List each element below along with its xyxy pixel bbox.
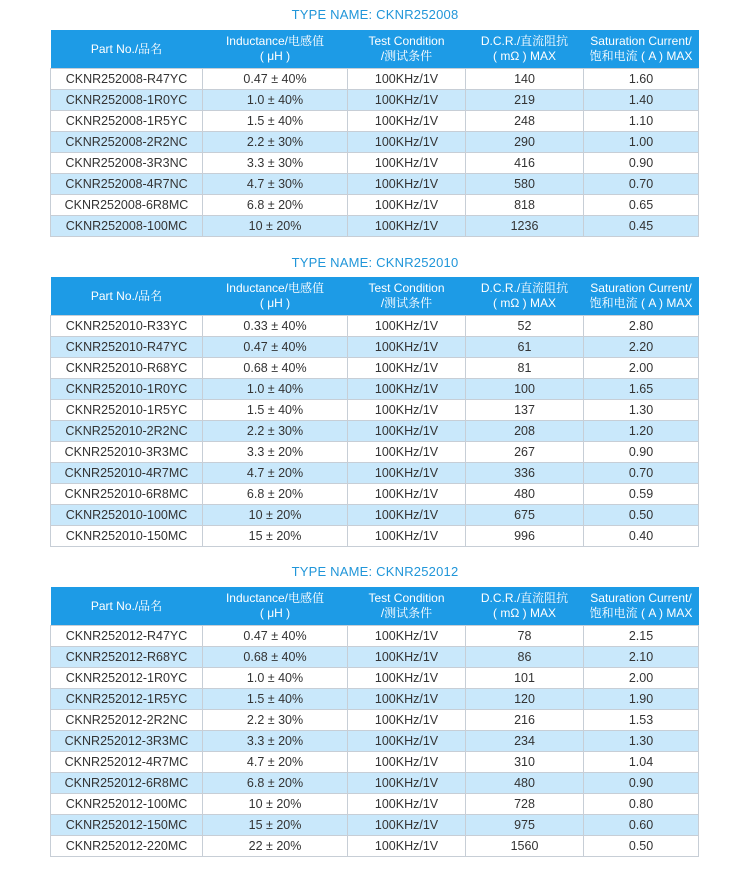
part-number-cell: CKNR252012-100MC bbox=[51, 794, 203, 815]
part-number-header bbox=[51, 30, 203, 69]
test-condition-cell: 100KHz/1V bbox=[348, 647, 466, 668]
test-condition-cell: 100KHz/1V bbox=[348, 90, 466, 111]
table-row bbox=[51, 794, 699, 815]
test-condition-cell: 100KHz/1V bbox=[348, 710, 466, 731]
saturation-current-cell: 1.53 bbox=[584, 710, 699, 731]
part-number-cell: CKNR252008-1R5YC bbox=[51, 111, 203, 132]
inductance-cell: 3.3 ± 30% bbox=[203, 153, 348, 174]
test-condition-cell: 100KHz/1V bbox=[348, 132, 466, 153]
inductance-cell: 22 ± 20% bbox=[203, 836, 348, 857]
saturation-current-cell: 1.60 bbox=[584, 69, 699, 90]
part-number-cell: CKNR252012-3R3MC bbox=[51, 731, 203, 752]
saturation-current-cell: 0.40 bbox=[584, 526, 699, 547]
dcr-cell: 137 bbox=[466, 400, 584, 421]
table-row bbox=[51, 463, 699, 484]
inductance-cell: 1.0 ± 40% bbox=[203, 90, 348, 111]
part-number-cell: CKNR252008-3R3NC bbox=[51, 153, 203, 174]
inductance-cell: 4.7 ± 30% bbox=[203, 174, 348, 195]
dcr-cell: 61 bbox=[466, 337, 584, 358]
dcr-cell: 248 bbox=[466, 111, 584, 132]
part-number-cell: CKNR252008-100MC bbox=[51, 216, 203, 237]
test-condition-header bbox=[348, 277, 466, 316]
inductance-cell: 1.0 ± 40% bbox=[203, 668, 348, 689]
table-row bbox=[51, 421, 699, 442]
inductance-cell: 1.5 ± 40% bbox=[203, 400, 348, 421]
dcr-header bbox=[466, 277, 584, 316]
saturation-current-cell: 1.20 bbox=[584, 421, 699, 442]
header-label: D.C.R./直流阻抗 bbox=[480, 281, 569, 295]
header-label: Part No./品名 bbox=[90, 288, 163, 303]
inductance-cell: 3.3 ± 20% bbox=[203, 442, 348, 463]
saturation-current-cell: 0.70 bbox=[584, 174, 699, 195]
part-number-cell: CKNR252008-6R8MC bbox=[51, 195, 203, 216]
inductance-cell: 6.8 ± 20% bbox=[203, 773, 348, 794]
part-number-cell: CKNR252010-4R7MC bbox=[51, 463, 203, 484]
dcr-cell: 728 bbox=[466, 794, 584, 815]
test-condition-cell: 100KHz/1V bbox=[348, 484, 466, 505]
part-number-cell: CKNR252008-2R2NC bbox=[51, 132, 203, 153]
saturation-current-cell: 2.20 bbox=[584, 337, 699, 358]
dcr-cell: 120 bbox=[466, 689, 584, 710]
saturation-current-cell: 0.59 bbox=[584, 484, 699, 505]
table-row bbox=[51, 316, 699, 337]
type-name-title: TYPE NAME: CKNR252008 bbox=[291, 7, 459, 22]
spec-table bbox=[50, 587, 699, 857]
table-row bbox=[51, 195, 699, 216]
table-row bbox=[51, 484, 699, 505]
test-condition-cell: 100KHz/1V bbox=[348, 794, 466, 815]
header-label: D.C.R./直流阻抗 bbox=[480, 34, 569, 48]
test-condition-cell: 100KHz/1V bbox=[348, 111, 466, 132]
header-label: /测试条件 bbox=[380, 296, 433, 310]
test-condition-header bbox=[348, 30, 466, 69]
part-number-cell: CKNR252010-1R5YC bbox=[51, 400, 203, 421]
saturation-current-cell: 1.04 bbox=[584, 752, 699, 773]
table-header-row bbox=[51, 30, 699, 69]
dcr-cell: 675 bbox=[466, 505, 584, 526]
type-name-title: TYPE NAME: CKNR252012 bbox=[291, 564, 459, 579]
table-row bbox=[51, 668, 699, 689]
inductance-cell: 3.3 ± 20% bbox=[203, 731, 348, 752]
inductance-cell: 2.2 ± 30% bbox=[203, 132, 348, 153]
type-name-title: TYPE NAME: CKNR252010 bbox=[291, 255, 459, 270]
table-row bbox=[51, 815, 699, 836]
part-number-cell: CKNR252012-6R8MC bbox=[51, 773, 203, 794]
table-row bbox=[51, 731, 699, 752]
table-header-row bbox=[51, 587, 699, 626]
table-row bbox=[51, 90, 699, 111]
dcr-cell: 336 bbox=[466, 463, 584, 484]
header-label: Test Condition bbox=[368, 281, 445, 295]
header-label: 饱和电流 ( A ) MAX bbox=[589, 606, 693, 620]
table-row bbox=[51, 710, 699, 731]
dcr-cell: 310 bbox=[466, 752, 584, 773]
dcr-cell: 416 bbox=[466, 153, 584, 174]
header-label: ( mΩ ) MAX bbox=[493, 606, 556, 620]
spec-table bbox=[50, 277, 699, 547]
part-number-cell: CKNR252012-R68YC bbox=[51, 647, 203, 668]
table-row bbox=[51, 505, 699, 526]
test-condition-cell: 100KHz/1V bbox=[348, 358, 466, 379]
header-label: ( μH ) bbox=[259, 296, 291, 310]
test-condition-cell: 100KHz/1V bbox=[348, 316, 466, 337]
saturation-current-cell: 0.90 bbox=[584, 153, 699, 174]
saturation-current-header bbox=[584, 587, 699, 626]
header-label: Saturation Current/ bbox=[590, 281, 692, 295]
part-number-cell: CKNR252010-1R0YC bbox=[51, 379, 203, 400]
test-condition-cell: 100KHz/1V bbox=[348, 626, 466, 647]
test-condition-cell: 100KHz/1V bbox=[348, 463, 466, 484]
saturation-current-cell: 1.30 bbox=[584, 400, 699, 421]
test-condition-cell: 100KHz/1V bbox=[348, 216, 466, 237]
saturation-current-cell: 2.00 bbox=[584, 668, 699, 689]
part-number-cell: CKNR252010-2R2NC bbox=[51, 421, 203, 442]
header-label: Saturation Current/ bbox=[590, 591, 692, 605]
table-row bbox=[51, 626, 699, 647]
table-row bbox=[51, 174, 699, 195]
inductance-cell: 0.68 ± 40% bbox=[203, 647, 348, 668]
dcr-cell: 480 bbox=[466, 484, 584, 505]
part-number-cell: CKNR252010-R33YC bbox=[51, 316, 203, 337]
part-number-cell: CKNR252010-R68YC bbox=[51, 358, 203, 379]
test-condition-header bbox=[348, 587, 466, 626]
saturation-current-cell: 2.15 bbox=[584, 626, 699, 647]
saturation-current-cell: 0.45 bbox=[584, 216, 699, 237]
inductance-cell: 2.2 ± 30% bbox=[203, 710, 348, 731]
header-label: 饱和电流 ( A ) MAX bbox=[589, 49, 693, 63]
dcr-cell: 580 bbox=[466, 174, 584, 195]
test-condition-cell: 100KHz/1V bbox=[348, 69, 466, 90]
saturation-current-cell: 1.90 bbox=[584, 689, 699, 710]
header-label: ( mΩ ) MAX bbox=[493, 49, 556, 63]
test-condition-cell: 100KHz/1V bbox=[348, 773, 466, 794]
test-condition-cell: 100KHz/1V bbox=[348, 442, 466, 463]
dcr-cell: 100 bbox=[466, 379, 584, 400]
dcr-cell: 52 bbox=[466, 316, 584, 337]
header-label: Inductance/电感值 bbox=[225, 281, 325, 295]
header-label: Test Condition bbox=[368, 591, 445, 605]
saturation-current-cell: 0.90 bbox=[584, 442, 699, 463]
test-condition-cell: 100KHz/1V bbox=[348, 668, 466, 689]
header-label: Part No./品名 bbox=[90, 598, 163, 613]
header-label: /测试条件 bbox=[380, 49, 433, 63]
saturation-current-header bbox=[584, 277, 699, 316]
saturation-current-cell: 1.65 bbox=[584, 379, 699, 400]
part-number-cell: CKNR252008-1R0YC bbox=[51, 90, 203, 111]
dcr-cell: 81 bbox=[466, 358, 584, 379]
inductance-cell: 4.7 ± 20% bbox=[203, 752, 348, 773]
saturation-current-cell: 2.00 bbox=[584, 358, 699, 379]
test-condition-cell: 100KHz/1V bbox=[348, 195, 466, 216]
table-row bbox=[51, 69, 699, 90]
test-condition-cell: 100KHz/1V bbox=[348, 836, 466, 857]
spec-section bbox=[0, 6, 750, 24]
dcr-cell: 216 bbox=[466, 710, 584, 731]
saturation-current-cell: 2.80 bbox=[584, 316, 699, 337]
header-label: Part No./品名 bbox=[90, 41, 163, 56]
test-condition-cell: 100KHz/1V bbox=[348, 337, 466, 358]
inductance-cell: 10 ± 20% bbox=[203, 794, 348, 815]
dcr-cell: 219 bbox=[466, 90, 584, 111]
inductance-cell: 10 ± 20% bbox=[203, 216, 348, 237]
header-label: Inductance/电感值 bbox=[225, 591, 325, 605]
inductance-header bbox=[203, 30, 348, 69]
saturation-current-cell: 0.90 bbox=[584, 773, 699, 794]
inductance-cell: 0.47 ± 40% bbox=[203, 337, 348, 358]
test-condition-cell: 100KHz/1V bbox=[348, 689, 466, 710]
table-row bbox=[51, 773, 699, 794]
saturation-current-cell: 1.30 bbox=[584, 731, 699, 752]
header-label: D.C.R./直流阻抗 bbox=[480, 591, 569, 605]
saturation-current-cell: 1.40 bbox=[584, 90, 699, 111]
test-condition-cell: 100KHz/1V bbox=[348, 153, 466, 174]
table-row bbox=[51, 153, 699, 174]
inductance-cell: 4.7 ± 20% bbox=[203, 463, 348, 484]
inductance-cell: 0.47 ± 40% bbox=[203, 69, 348, 90]
table-row bbox=[51, 337, 699, 358]
dcr-cell: 996 bbox=[466, 526, 584, 547]
part-number-cell: CKNR252008-4R7NC bbox=[51, 174, 203, 195]
dcr-cell: 208 bbox=[466, 421, 584, 442]
part-number-cell: CKNR252012-220MC bbox=[51, 836, 203, 857]
part-number-cell: CKNR252010-6R8MC bbox=[51, 484, 203, 505]
inductance-cell: 6.8 ± 20% bbox=[203, 484, 348, 505]
dcr-cell: 480 bbox=[466, 773, 584, 794]
part-number-header bbox=[51, 587, 203, 626]
dcr-cell: 975 bbox=[466, 815, 584, 836]
test-condition-cell: 100KHz/1V bbox=[348, 174, 466, 195]
saturation-current-cell: 0.60 bbox=[584, 815, 699, 836]
saturation-current-cell: 1.10 bbox=[584, 111, 699, 132]
part-number-cell: CKNR252012-R47YC bbox=[51, 626, 203, 647]
saturation-current-cell: 0.50 bbox=[584, 836, 699, 857]
saturation-current-header bbox=[584, 30, 699, 69]
table-row bbox=[51, 689, 699, 710]
inductance-cell: 1.5 ± 40% bbox=[203, 689, 348, 710]
dcr-cell: 86 bbox=[466, 647, 584, 668]
inductance-cell: 0.68 ± 40% bbox=[203, 358, 348, 379]
part-number-cell: CKNR252012-2R2NC bbox=[51, 710, 203, 731]
part-number-header bbox=[51, 277, 203, 316]
test-condition-cell: 100KHz/1V bbox=[348, 752, 466, 773]
header-label: Saturation Current/ bbox=[590, 34, 692, 48]
part-number-cell: CKNR252012-1R0YC bbox=[51, 668, 203, 689]
header-label: 饱和电流 ( A ) MAX bbox=[589, 296, 693, 310]
inductance-header bbox=[203, 277, 348, 316]
saturation-current-cell: 0.70 bbox=[584, 463, 699, 484]
inductance-cell: 2.2 ± 30% bbox=[203, 421, 348, 442]
table-row bbox=[51, 132, 699, 153]
spec-table bbox=[50, 30, 699, 237]
test-condition-cell: 100KHz/1V bbox=[348, 421, 466, 442]
inductance-cell: 15 ± 20% bbox=[203, 815, 348, 836]
test-condition-cell: 100KHz/1V bbox=[348, 505, 466, 526]
part-number-cell: CKNR252012-150MC bbox=[51, 815, 203, 836]
table-row bbox=[51, 442, 699, 463]
saturation-current-cell: 0.80 bbox=[584, 794, 699, 815]
table-header-row bbox=[51, 277, 699, 316]
dcr-cell: 290 bbox=[466, 132, 584, 153]
spec-section bbox=[0, 563, 750, 581]
part-number-cell: CKNR252010-100MC bbox=[51, 505, 203, 526]
part-number-cell: CKNR252010-150MC bbox=[51, 526, 203, 547]
saturation-current-cell: 2.10 bbox=[584, 647, 699, 668]
inductance-cell: 1.5 ± 40% bbox=[203, 111, 348, 132]
header-label: Inductance/电感值 bbox=[225, 34, 325, 48]
dcr-cell: 78 bbox=[466, 626, 584, 647]
inductance-cell: 0.33 ± 40% bbox=[203, 316, 348, 337]
table-row bbox=[51, 647, 699, 668]
spec-section bbox=[0, 254, 750, 272]
test-condition-cell: 100KHz/1V bbox=[348, 815, 466, 836]
part-number-cell: CKNR252010-3R3MC bbox=[51, 442, 203, 463]
inductance-cell: 0.47 ± 40% bbox=[203, 626, 348, 647]
table-row bbox=[51, 216, 699, 237]
inductance-cell: 6.8 ± 20% bbox=[203, 195, 348, 216]
dcr-cell: 1236 bbox=[466, 216, 584, 237]
saturation-current-cell: 0.50 bbox=[584, 505, 699, 526]
dcr-cell: 267 bbox=[466, 442, 584, 463]
part-number-cell: CKNR252008-R47YC bbox=[51, 69, 203, 90]
header-label: Test Condition bbox=[368, 34, 445, 48]
dcr-cell: 1560 bbox=[466, 836, 584, 857]
dcr-cell: 140 bbox=[466, 69, 584, 90]
dcr-header bbox=[466, 587, 584, 626]
header-label: ( μH ) bbox=[259, 606, 291, 620]
saturation-current-cell: 1.00 bbox=[584, 132, 699, 153]
header-label: ( μH ) bbox=[259, 49, 291, 63]
part-number-cell: CKNR252012-4R7MC bbox=[51, 752, 203, 773]
header-label: /测试条件 bbox=[380, 606, 433, 620]
test-condition-cell: 100KHz/1V bbox=[348, 526, 466, 547]
table-row bbox=[51, 400, 699, 421]
table-row bbox=[51, 358, 699, 379]
dcr-cell: 234 bbox=[466, 731, 584, 752]
dcr-header bbox=[466, 30, 584, 69]
inductance-header bbox=[203, 587, 348, 626]
inductance-cell: 15 ± 20% bbox=[203, 526, 348, 547]
table-row bbox=[51, 752, 699, 773]
saturation-current-cell: 0.65 bbox=[584, 195, 699, 216]
inductance-cell: 10 ± 20% bbox=[203, 505, 348, 526]
part-number-cell: CKNR252012-1R5YC bbox=[51, 689, 203, 710]
table-row bbox=[51, 526, 699, 547]
dcr-cell: 818 bbox=[466, 195, 584, 216]
test-condition-cell: 100KHz/1V bbox=[348, 731, 466, 752]
dcr-cell: 101 bbox=[466, 668, 584, 689]
test-condition-cell: 100KHz/1V bbox=[348, 400, 466, 421]
table-row bbox=[51, 111, 699, 132]
table-row bbox=[51, 836, 699, 857]
table-row bbox=[51, 379, 699, 400]
inductance-cell: 1.0 ± 40% bbox=[203, 379, 348, 400]
test-condition-cell: 100KHz/1V bbox=[348, 379, 466, 400]
header-label: ( mΩ ) MAX bbox=[493, 296, 556, 310]
part-number-cell: CKNR252010-R47YC bbox=[51, 337, 203, 358]
